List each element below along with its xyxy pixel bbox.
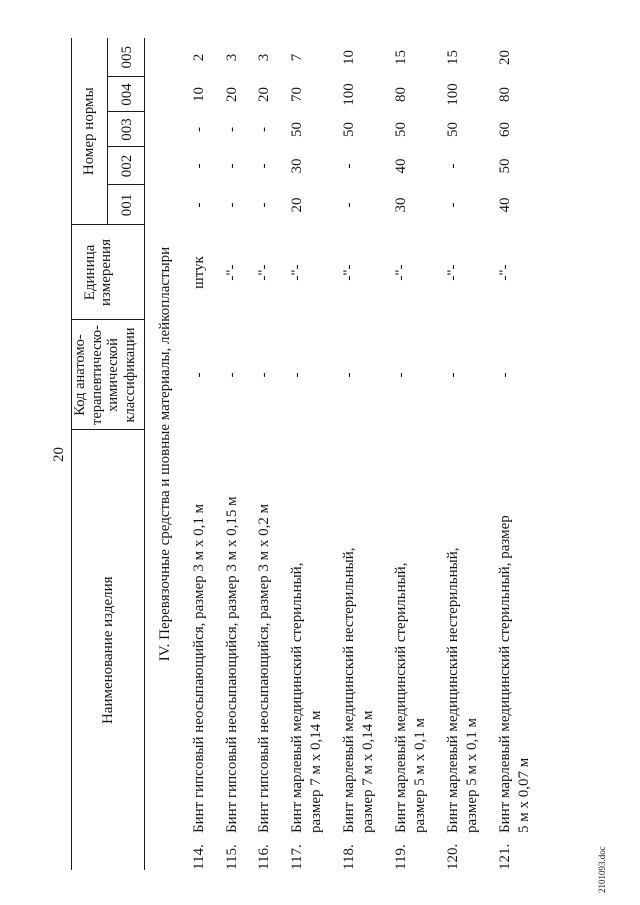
norm-001-value: 40 (496, 197, 513, 213)
row-number: 114. (191, 844, 207, 870)
norm-001-value: 20 (288, 197, 305, 213)
header-atc-code-line: химической (105, 338, 121, 412)
norm-001-value: - (444, 202, 461, 208)
table-row (223, 38, 243, 870)
norm-003-value: 50 (444, 122, 461, 137)
table-row (255, 38, 275, 870)
norm-004-value: 20 (223, 87, 240, 102)
norm-003-value: - (256, 127, 272, 132)
norm-004-value: 10 (191, 87, 207, 102)
norm-005-value: 20 (496, 50, 513, 65)
atc-code: - (496, 372, 513, 378)
header-norm-004: 004 (108, 77, 145, 112)
product-name-line: Бинт гипсовый неосыпающийся, размер 3 м х 0,1 м (191, 503, 207, 833)
norm-004-value: 80 (496, 87, 513, 102)
product-name (392, 430, 431, 833)
header-norm-001: 001 (108, 185, 145, 225)
norm-001-value: 30 (392, 197, 409, 213)
product-name-line: 5 м х 0,07 м (516, 757, 532, 833)
header-norm-005: 005 (108, 38, 145, 77)
row-number: 117. (288, 844, 305, 870)
table-row (190, 38, 210, 870)
header-atc-code-line: Код анатомо- (72, 334, 88, 416)
norm-001-value: - (340, 202, 357, 208)
norm-002-value: 40 (392, 158, 409, 174)
atc-code: - (256, 372, 272, 378)
unit-of-measure: штук (191, 256, 207, 289)
product-name-line: Бинт марлевый медицинский стерильный, (392, 562, 409, 833)
table-row (496, 38, 535, 870)
header-unit (72, 225, 145, 320)
row-number: 118. (340, 844, 357, 870)
product-name (288, 430, 327, 833)
norm-002-value: - (223, 163, 240, 169)
norm-004-value: 100 (444, 83, 461, 106)
table-row (444, 38, 483, 870)
norm-002-value: 50 (496, 158, 513, 174)
table-header (71, 38, 145, 870)
product-name-line: размер 5 м х 0,1 м (464, 717, 480, 833)
norm-005-value: 10 (340, 50, 357, 65)
unit-of-measure: -"- (392, 264, 409, 281)
atc-code: - (223, 372, 240, 378)
norm-005-value: 15 (444, 50, 461, 65)
header-atc-code (72, 320, 145, 430)
product-name (223, 430, 243, 833)
norm-001-value: - (191, 202, 207, 208)
header-atc-code-line: классификации (121, 327, 138, 423)
norm-001-value: - (223, 202, 240, 208)
page-number: 20 (51, 447, 67, 462)
unit-of-measure: -"- (340, 264, 357, 281)
header-row-top (72, 38, 108, 870)
norm-002-value: - (340, 163, 357, 169)
product-name-line: размер 5 м х 0,1 м (412, 717, 428, 833)
norm-004-value: 70 (288, 87, 305, 102)
product-name (190, 430, 210, 833)
atc-code: - (191, 372, 207, 378)
norm-005-value: 2 (191, 53, 207, 62)
product-name-line: размер 7 м х 0,14 м (308, 710, 324, 833)
unit-of-measure: -"- (288, 264, 305, 281)
row-number: 119. (392, 844, 409, 870)
header-norm-number: Номер нормы (72, 38, 108, 225)
product-name-line: Бинт марлевый медицинский стерильный, (288, 562, 305, 833)
row-number: 120. (444, 843, 461, 870)
norm-002-value: 30 (288, 158, 305, 174)
norm-003-value: 50 (392, 122, 409, 137)
product-name-line: Бинт марлевый медицинский нестерильный, (444, 547, 461, 833)
product-name (340, 430, 379, 833)
section-title: IV. Перевязочные средства и шовные материалы, лейкопластыри (157, 246, 173, 662)
norm-002-value: - (256, 163, 272, 169)
norm-003-value: 60 (496, 122, 513, 137)
norm-005-value: 15 (392, 50, 409, 65)
product-name-line: Бинт гипсовый неосыпающийся, размер 3 м х 0,15 м (223, 496, 240, 833)
table-body (155, 38, 548, 870)
norm-005-value: 7 (288, 53, 305, 62)
norm-004-value: 100 (340, 83, 357, 106)
table-rows (190, 38, 535, 870)
unit-of-measure: -"- (223, 264, 240, 281)
row-number: 116. (256, 844, 272, 870)
norm-004-value: 80 (392, 87, 409, 102)
table-row (392, 38, 431, 870)
norm-002-value: - (191, 163, 207, 169)
header-unit-line: Единица (82, 244, 98, 301)
header-atc-code-line: терапевтическо- (88, 325, 105, 425)
product-name (255, 430, 275, 833)
header-norm-003: 003 (108, 112, 145, 147)
norm-003-value: 50 (288, 122, 305, 137)
atc-code: - (392, 372, 409, 378)
unit-of-measure: -"- (496, 264, 513, 281)
norm-003-value: - (223, 127, 240, 132)
product-name-line: Бинт гипсовый неосыпающийся, размер 3 м х 0,2 м (256, 503, 272, 833)
table-row (288, 38, 327, 870)
norm-003-value: 50 (340, 122, 357, 137)
norm-001-value: - (256, 202, 272, 208)
norm-005-value: 3 (223, 53, 240, 62)
product-name (444, 430, 483, 833)
header-product-name: Наименование изделия (72, 430, 145, 870)
norm-002-value: - (444, 163, 461, 169)
norm-004-value: 20 (256, 87, 272, 102)
header-unit-line: измерения (98, 239, 114, 307)
row-number: 115. (223, 844, 240, 870)
product-name-line: Бинт марлевый медицинский стерильный, размер (496, 515, 513, 833)
atc-code: - (340, 372, 357, 378)
unit-of-measure: -"- (444, 264, 461, 281)
norm-005-value: 3 (256, 53, 272, 62)
footer-filename: 2101093.doc (597, 846, 607, 893)
table-row (340, 38, 379, 870)
norm-003-value: - (191, 127, 207, 132)
row-number: 121. (496, 843, 513, 870)
header-norm-002: 002 (108, 147, 145, 185)
atc-code: - (288, 372, 305, 378)
product-name-line: Бинт марлевый медицинский нестерильный, (340, 547, 357, 833)
atc-code: - (444, 372, 461, 378)
product-name (496, 430, 535, 833)
unit-of-measure: -"- (256, 264, 272, 281)
product-name-line: размер 7 м х 0,14 м (360, 710, 376, 833)
